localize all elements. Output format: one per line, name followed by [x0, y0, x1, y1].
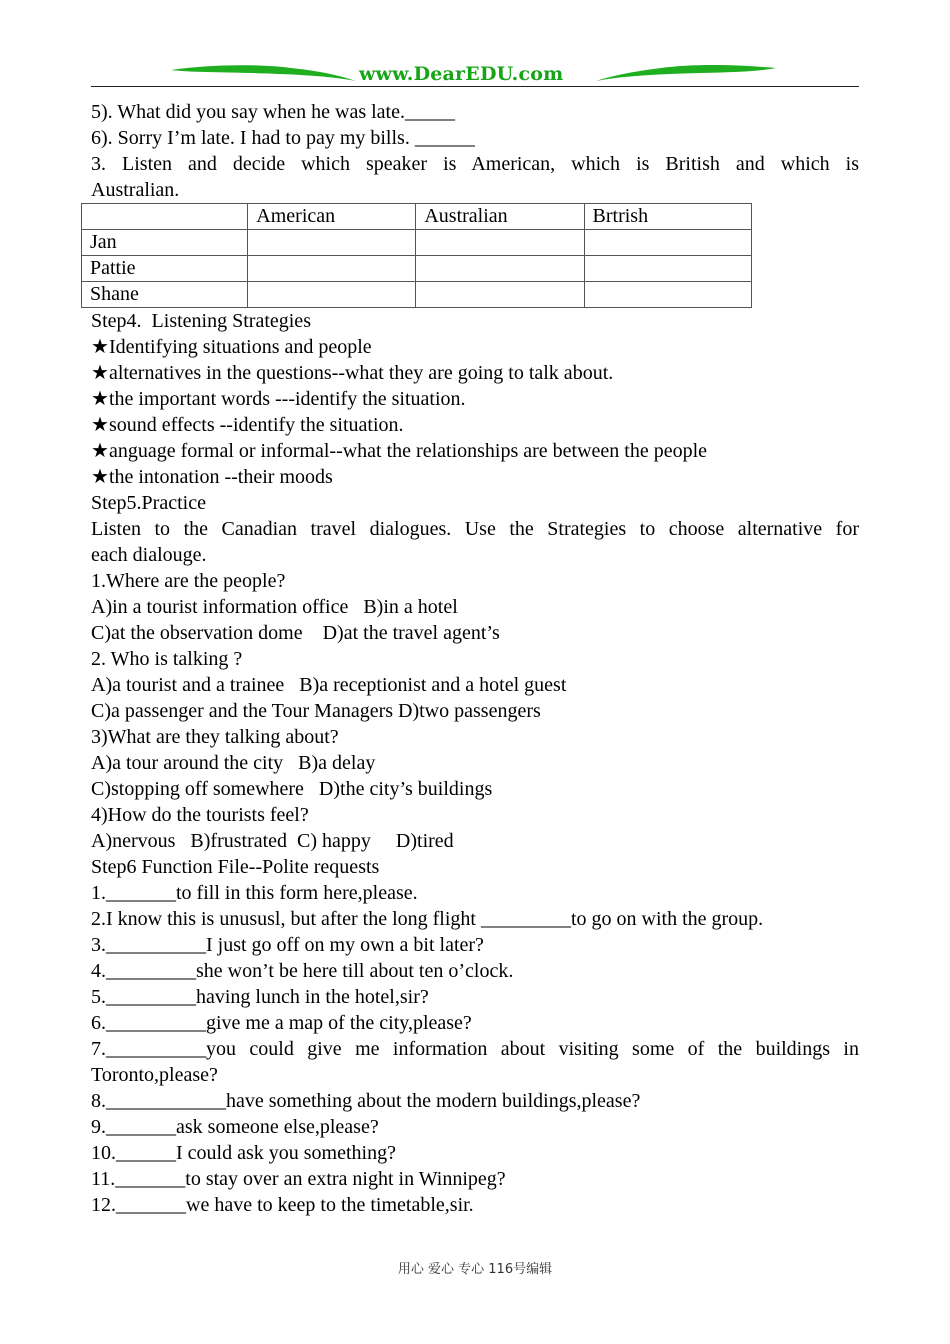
request-item: 12._______we have to keep to the timetable,sir.: [91, 1194, 474, 1216]
practice-question: 1.Where are the people?: [91, 570, 286, 592]
step4-title: Step4. Listening Strategies: [91, 310, 311, 332]
table-header-row: [82, 204, 752, 230]
strategy-item: ★the important words ---identify the situation.: [91, 388, 466, 410]
practice-question: 3)What are they talking about?: [91, 726, 339, 748]
strategy-item: ★anguage formal or informal--what the relationships are between the people: [91, 440, 708, 462]
table-header-cell: [82, 204, 248, 230]
star-icon: ★: [91, 388, 109, 410]
speaker-name: Shane: [82, 282, 248, 308]
answer-cell[interactable]: [584, 282, 751, 308]
practice-options: C)stopping off somewhere D)the city’s buildings: [91, 778, 493, 800]
request-item: 10.______I could ask you something?: [91, 1142, 396, 1164]
step5-title: Step5.Practice: [91, 492, 206, 514]
request-item: 11._______to stay over an extra night in Winnipeg?: [91, 1168, 506, 1190]
request-item: 2.I know this is unususl, but after the long flight _________to go on with the group.: [91, 908, 764, 930]
star-icon: ★: [91, 336, 109, 358]
task3-line2: Australian.: [91, 179, 180, 201]
practice-options: A)nervous B)frustrated C) happy D)tired: [91, 830, 454, 852]
practice-options: C)a passenger and the Tour Managers D)two passengers: [91, 700, 541, 722]
practice-question: 4)How do the tourists feel?: [91, 804, 309, 826]
page-header: [91, 62, 859, 88]
strategy-item: ★Identifying situations and people: [91, 336, 372, 358]
answer-cell[interactable]: [584, 230, 751, 256]
task3-line1: 3. Listen and decide which speaker is American, which is British and which is: [91, 153, 859, 175]
speaker-name: Jan: [82, 230, 248, 256]
table-row: [82, 230, 752, 256]
practice-options: A)in a tourist information office B)in a hotel: [91, 596, 458, 618]
table-header-cell: Brtrish: [584, 204, 751, 230]
request-item: 7.__________you could give me information about visiting some of the buildings in: [91, 1038, 859, 1060]
speaker-name: Pattie: [82, 256, 248, 282]
answer-cell[interactable]: [248, 282, 416, 308]
request-item: 8.____________have something about the modern buildings,please?: [91, 1090, 641, 1112]
strategy-item: ★alternatives in the questions--what they are going to talk about.: [91, 362, 614, 384]
header-rule: [91, 86, 859, 87]
question-6: 6). Sorry I’m late. I had to pay my bills. ______: [91, 127, 475, 149]
request-item-continued: Toronto,please?: [91, 1064, 218, 1086]
accent-table: [81, 203, 752, 308]
practice-options: A)a tour around the city B)a delay: [91, 752, 376, 774]
table-header-cell: Australian: [416, 204, 584, 230]
table-row: [82, 282, 752, 308]
step6-title: Step6 Function File--Polite requests: [91, 856, 380, 878]
answer-cell[interactable]: [416, 282, 584, 308]
request-item: 3.__________I just go off on my own a bit later?: [91, 934, 484, 956]
answer-cell[interactable]: [416, 256, 584, 282]
practice-question: 2. Who is talking ?: [91, 648, 243, 670]
star-icon: ★: [91, 440, 109, 462]
answer-cell[interactable]: [416, 230, 584, 256]
table-row: [82, 256, 752, 282]
table-header-cell: American: [248, 204, 416, 230]
request-item: 1._______to fill in this form here,please.: [91, 882, 418, 904]
step5-intro-line2: each dialouge.: [91, 544, 207, 566]
document-body: [91, 99, 859, 1218]
practice-options: A)a tourist and a trainee B)a receptionist and a hotel guest: [91, 674, 567, 696]
page-footer: 用心 爱心 专心 116号编辑: [397, 1262, 553, 1277]
site-logo[interactable]: www.DearEDU.com: [359, 63, 564, 85]
question-5: 5). What did you say when he was late._____: [91, 101, 455, 123]
star-icon: ★: [91, 362, 109, 384]
answer-cell[interactable]: [248, 230, 416, 256]
strategy-item: ★the intonation --their moods: [91, 466, 333, 488]
answer-cell[interactable]: [584, 256, 751, 282]
request-item: 4._________she won’t be here till about ten o’clock.: [91, 960, 514, 982]
request-item: 9._______ask someone else,please?: [91, 1116, 379, 1138]
star-icon: ★: [91, 414, 109, 436]
request-item: 5._________having lunch in the hotel,sir?: [91, 986, 429, 1008]
star-icon: ★: [91, 466, 109, 488]
answer-cell[interactable]: [248, 256, 416, 282]
strategy-item: ★sound effects --identify the situation.: [91, 414, 404, 436]
step5-intro-line1: Listen to the Canadian travel dialogues. Use the Strategies to choose alternative for: [91, 518, 859, 540]
practice-options: C)at the observation dome D)at the travel agent’s: [91, 622, 500, 644]
request-item: 6.__________give me a map of the city,please?: [91, 1012, 472, 1034]
